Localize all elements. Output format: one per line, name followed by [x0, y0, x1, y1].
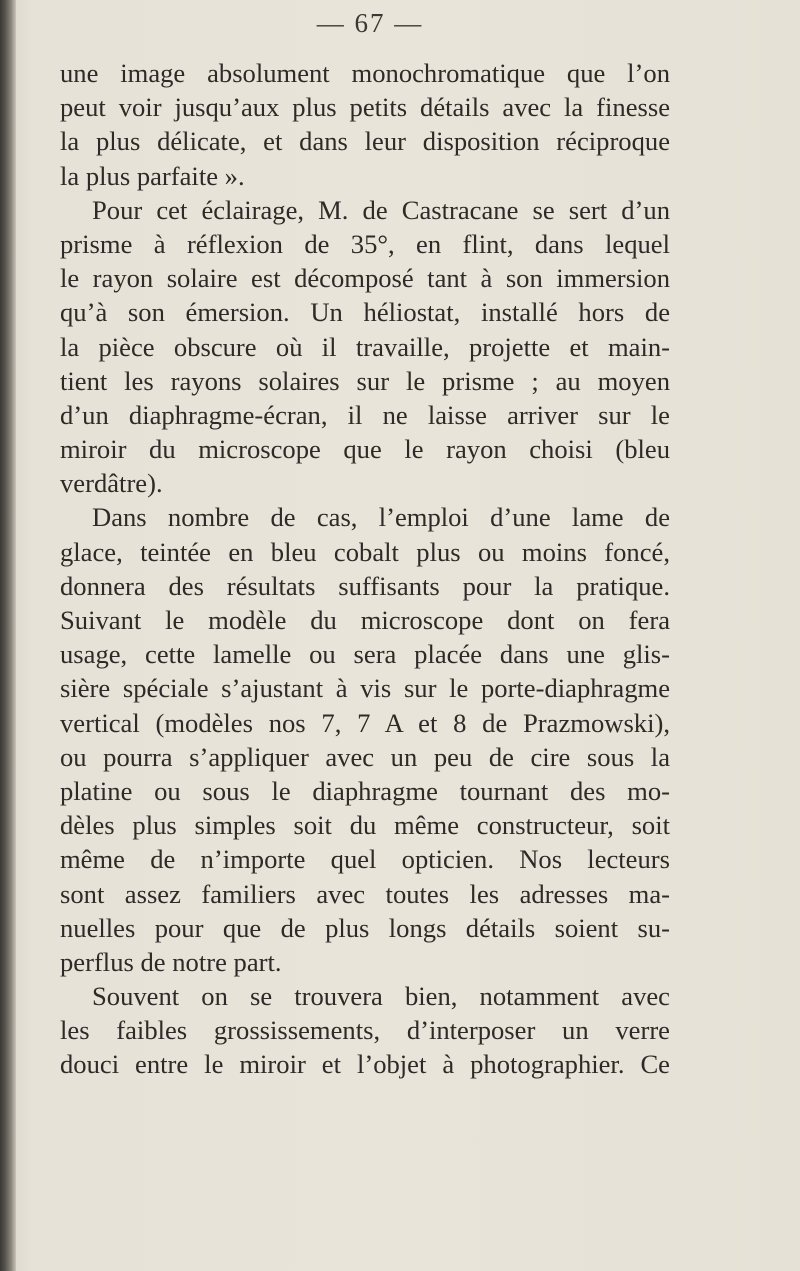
- text-line: glace, teintée en bleu cobalt plus ou moins foncé,: [60, 536, 670, 567]
- page-number: — 67 —: [316, 8, 424, 38]
- text-line: une image absolument monochromatique que l’on: [60, 58, 670, 88]
- text-line: platine ou sous le diaphragme tournant des mo-: [60, 775, 670, 806]
- text-line: peut voir jusqu’aux plus petits détails avec la finesse: [60, 92, 670, 123]
- text-line: Dans nombre de cas, l’emploi d’une lame de: [92, 502, 670, 533]
- text-line: la plus parfaite ».: [60, 160, 245, 191]
- text-line: Pour cet éclairage, M. de Castracane se sert d’un: [92, 194, 670, 225]
- text-line: dèles plus simples soit du même constructeur, soit: [60, 810, 670, 841]
- text-line: sont assez familiers avec toutes les adresses ma-: [60, 878, 670, 909]
- text-line: les faibles grossissements, d’interposer un verre: [60, 1015, 670, 1046]
- text-line: donnera des résultats suffisants pour la pratique.: [60, 570, 670, 601]
- text-line: miroir du microscope que le rayon choisi (bleu: [60, 434, 670, 465]
- text-line: verdâtre).: [60, 468, 163, 499]
- body-text: [60, 56, 670, 1082]
- text-line: le rayon solaire est décomposé tant à son immersion: [60, 263, 670, 294]
- text-line: même de n’importe quel opticien. Nos lecteurs: [60, 844, 670, 875]
- text-line: qu’à son émersion. Un héliostat, installé hors de: [60, 297, 670, 328]
- text-line: prisme à réflexion de 35°, en flint, dans lequel: [60, 228, 670, 259]
- text-line: la plus délicate, et dans leur disposition réciproque: [60, 126, 670, 157]
- text-line: la pièce obscure où il travaille, projette et main-: [60, 331, 670, 362]
- text-line: vertical (modèles nos 7, 7 A et 8 de Prazmowski),: [60, 707, 670, 738]
- text-line: ou pourra s’appliquer avec un peu de cire sous la: [60, 741, 670, 772]
- text-line: Souvent on se trouvera bien, notamment avec: [92, 981, 670, 1012]
- text-line: Suivant le modèle du microscope dont on fera: [60, 605, 670, 635]
- text-line: sière spéciale s’ajustant à vis sur le porte-diaphragme: [60, 673, 670, 704]
- text-line: tient les rayons solaires sur le prisme ; au moyen: [60, 365, 670, 396]
- text-line: usage, cette lamelle ou sera placée dans une glis-: [60, 639, 670, 670]
- text-line: perflus de notre part.: [60, 946, 282, 977]
- book-binding-edge: [0, 0, 16, 1271]
- text-line: d’un diaphragme-écran, il ne laisse arriver sur le: [60, 399, 670, 430]
- text-line: douci entre le miroir et l’objet à photographier. Ce: [60, 1049, 670, 1080]
- text-line: nuelles pour que de plus longs détails soient su-: [60, 912, 670, 943]
